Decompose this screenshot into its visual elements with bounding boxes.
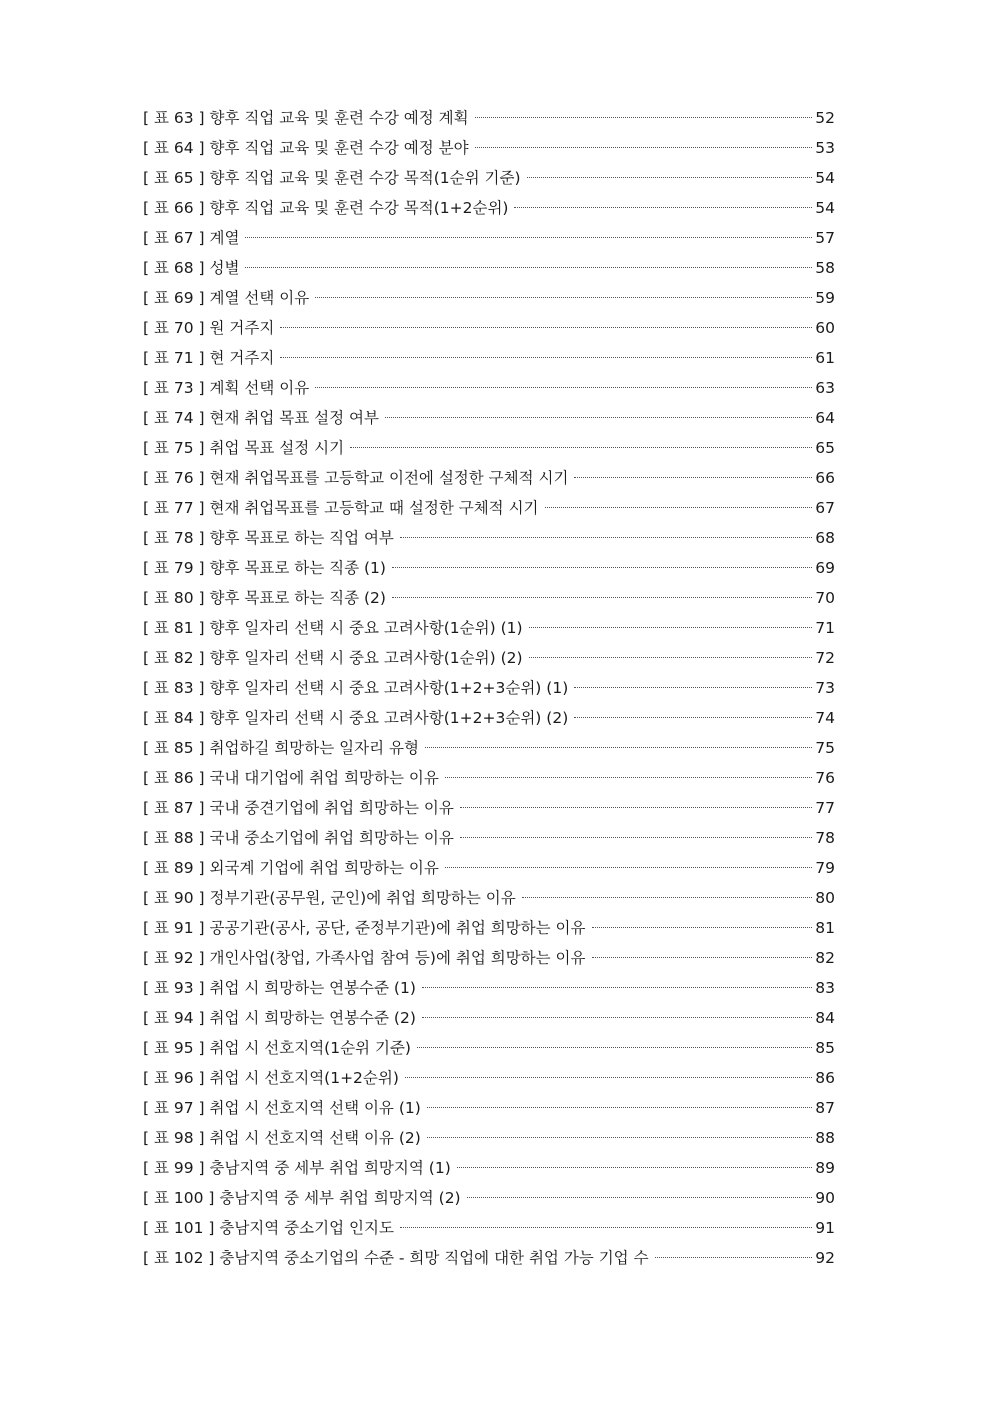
toc-entry[interactable]: [143, 613, 835, 643]
toc-entry[interactable]: [143, 1063, 835, 1093]
toc-entry-label: [ 표 73 ] 계획 선택 이유: [143, 379, 310, 397]
toc-entry-page-number: 53: [815, 139, 835, 157]
toc-entry-page-number: 70: [815, 589, 835, 607]
dot-leader: [427, 1107, 812, 1108]
dot-leader: [392, 597, 812, 598]
toc-entry-page-number: 74: [815, 709, 835, 727]
dot-leader: [445, 777, 812, 778]
toc-entry[interactable]: [143, 163, 835, 193]
toc-entry[interactable]: [143, 643, 835, 673]
toc-entry-label: [ 표 91 ] 공공기관(공사, 공단, 준정부기관)에 취업 희망하는 이유: [143, 919, 586, 937]
toc-entry-page-number: 69: [815, 559, 835, 577]
toc-entry-label: [ 표 79 ] 향후 목표로 하는 직종 (1): [143, 559, 386, 577]
toc-entry-label: [ 표 99 ] 충남지역 중 세부 취업 희망지역 (1): [143, 1159, 451, 1177]
dot-leader: [280, 327, 812, 328]
dot-leader: [529, 627, 813, 628]
toc-entry-page-number: 58: [815, 259, 835, 277]
toc-entry[interactable]: [143, 883, 835, 913]
toc-entry[interactable]: [143, 1033, 835, 1063]
dot-leader: [574, 687, 812, 688]
toc-entry-label: [ 표 81 ] 향후 일자리 선택 시 중요 고려사항(1순위) (1): [143, 619, 523, 637]
dot-leader: [460, 807, 812, 808]
toc-entry[interactable]: [143, 283, 835, 313]
toc-entry-label: [ 표 83 ] 향후 일자리 선택 시 중요 고려사항(1+2+3순위) (1): [143, 679, 569, 697]
dot-leader: [425, 747, 812, 748]
toc-entry-label: [ 표 68 ] 성별: [143, 259, 240, 277]
toc-entry[interactable]: [143, 133, 835, 163]
toc-entry-label: [ 표 75 ] 취업 목표 설정 시기: [143, 439, 345, 457]
toc-entry-page-number: 65: [815, 439, 835, 457]
toc-entry-page-number: 64: [815, 409, 835, 427]
toc-entry-page-number: 68: [815, 529, 835, 547]
toc-entry[interactable]: [143, 403, 835, 433]
toc-entry-page-number: 80: [815, 889, 835, 907]
toc-entry[interactable]: [143, 763, 835, 793]
dot-leader: [457, 1167, 813, 1168]
toc-entry-label: [ 표 93 ] 취업 시 희망하는 연봉수준 (1): [143, 979, 416, 997]
toc-entry[interactable]: [143, 193, 835, 223]
dot-leader: [527, 177, 813, 178]
toc-entry-label: [ 표 94 ] 취업 시 희망하는 연봉수준 (2): [143, 1009, 416, 1027]
toc-entry[interactable]: [143, 913, 835, 943]
toc-entry[interactable]: [143, 523, 835, 553]
toc-entry-page-number: 83: [815, 979, 835, 997]
toc-entry[interactable]: [143, 853, 835, 883]
toc-entry[interactable]: [143, 673, 835, 703]
toc-entry-label: [ 표 84 ] 향후 일자리 선택 시 중요 고려사항(1+2+3순위) (2): [143, 709, 569, 727]
toc-entry[interactable]: [143, 493, 835, 523]
toc-entry-page-number: 54: [815, 199, 835, 217]
toc-entry-label: [ 표 74 ] 현재 취업 목표 설정 여부: [143, 409, 379, 427]
toc-entry-page-number: 75: [815, 739, 835, 757]
toc-entry-page-number: 71: [815, 619, 835, 637]
toc-entry-page-number: 86: [815, 1069, 835, 1087]
toc-entry[interactable]: [143, 973, 835, 1003]
dot-leader: [574, 717, 812, 718]
toc-entry[interactable]: [143, 733, 835, 763]
toc-entry[interactable]: [143, 703, 835, 733]
toc-entry[interactable]: [143, 1093, 835, 1123]
toc-entry-page-number: 92: [815, 1249, 835, 1267]
toc-entry-page-number: 72: [815, 649, 835, 667]
toc-entry-label: [ 표 77 ] 현재 취업목표를 고등학교 때 설정한 구체적 시기: [143, 499, 539, 517]
dot-leader: [574, 477, 812, 478]
toc-entry[interactable]: [143, 823, 835, 853]
toc-entry-label: [ 표 67 ] 계열: [143, 229, 240, 247]
toc-entry-label: [ 표 80 ] 향후 목표로 하는 직종 (2): [143, 589, 386, 607]
toc-entry-label: [ 표 66 ] 향후 직업 교육 및 훈련 수강 목적(1+2순위): [143, 199, 509, 217]
toc-entry-page-number: 63: [815, 379, 835, 397]
toc-entry-label: [ 표 92 ] 개인사업(창업, 가족사업 참여 등)에 취업 희망하는 이유: [143, 949, 586, 967]
toc-entry-label: [ 표 85 ] 취업하길 희망하는 일자리 유형: [143, 739, 419, 757]
toc-entry-page-number: 85: [815, 1039, 835, 1057]
dot-leader: [592, 927, 813, 928]
toc-entry[interactable]: [143, 373, 835, 403]
dot-leader: [350, 447, 812, 448]
toc-entry[interactable]: [143, 433, 835, 463]
toc-entry-page-number: 66: [815, 469, 835, 487]
toc-entry-page-number: 87: [815, 1099, 835, 1117]
toc-entry-label: [ 표 78 ] 향후 목표로 하는 직업 여부: [143, 529, 394, 547]
toc-entry-label: [ 표 96 ] 취업 시 선호지역(1+2순위): [143, 1069, 399, 1087]
toc-entry-page-number: 76: [815, 769, 835, 787]
toc-entry-page-number: 59: [815, 289, 835, 307]
dot-leader: [417, 1047, 812, 1048]
toc-entry-label: [ 표 64 ] 향후 직업 교육 및 훈련 수강 예정 분야: [143, 139, 469, 157]
toc-entry[interactable]: [143, 583, 835, 613]
toc-entry-label: [ 표 87 ] 국내 중견기업에 취업 희망하는 이유: [143, 799, 454, 817]
dot-leader: [467, 1197, 813, 1198]
dot-leader: [522, 897, 813, 898]
toc-entry-label: [ 표 101 ] 충남지역 중소기업 인지도: [143, 1219, 394, 1237]
toc-entry-page-number: 78: [815, 829, 835, 847]
toc-entry-page-number: 52: [815, 109, 835, 127]
dot-leader: [445, 867, 812, 868]
dot-leader: [400, 1227, 812, 1228]
toc-entry-label: [ 표 71 ] 현 거주지: [143, 349, 275, 367]
toc-entry-page-number: 79: [815, 859, 835, 877]
toc-entry[interactable]: [143, 1153, 835, 1183]
toc-entry[interactable]: [143, 1243, 835, 1273]
toc-entry[interactable]: [143, 943, 835, 973]
dot-leader: [529, 657, 813, 658]
toc-entry[interactable]: [143, 1183, 835, 1213]
toc-entry-page-number: 82: [815, 949, 835, 967]
dot-leader: [422, 1017, 812, 1018]
toc-entry-label: [ 표 63 ] 향후 직업 교육 및 훈련 수강 예정 계획: [143, 109, 469, 127]
dot-leader: [592, 957, 813, 958]
dot-leader: [475, 117, 813, 118]
dot-leader: [245, 237, 812, 238]
toc-entry[interactable]: [143, 1003, 835, 1033]
toc-entry-page-number: 57: [815, 229, 835, 247]
dot-leader: [545, 507, 813, 508]
toc-entry-label: [ 표 89 ] 외국계 기업에 취업 희망하는 이유: [143, 859, 439, 877]
toc-entry-page-number: 91: [815, 1219, 835, 1237]
dot-leader: [392, 567, 812, 568]
toc-entry[interactable]: [143, 1123, 835, 1153]
toc-entry-page-number: 89: [815, 1159, 835, 1177]
toc-entry[interactable]: [143, 313, 835, 343]
dot-leader: [245, 267, 812, 268]
toc-entry-page-number: 90: [815, 1189, 835, 1207]
dot-leader: [422, 987, 812, 988]
table-of-tables: [143, 103, 835, 1273]
toc-entry[interactable]: [143, 343, 835, 373]
toc-entry-page-number: 54: [815, 169, 835, 187]
toc-entry-label: [ 표 98 ] 취업 시 선호지역 선택 이유 (2): [143, 1129, 421, 1147]
dot-leader: [405, 1077, 812, 1078]
toc-entry[interactable]: [143, 553, 835, 583]
toc-entry-page-number: 88: [815, 1129, 835, 1147]
dot-leader: [385, 417, 812, 418]
toc-entry-label: [ 표 86 ] 국내 대기업에 취업 희망하는 이유: [143, 769, 439, 787]
toc-entry-label: [ 표 97 ] 취업 시 선호지역 선택 이유 (1): [143, 1099, 421, 1117]
dot-leader: [315, 387, 812, 388]
toc-entry[interactable]: [143, 1213, 835, 1243]
toc-entry-label: [ 표 69 ] 계열 선택 이유: [143, 289, 310, 307]
toc-entry-page-number: 67: [815, 499, 835, 517]
dot-leader: [460, 837, 812, 838]
toc-entry[interactable]: [143, 103, 835, 133]
toc-entry-label: [ 표 88 ] 국내 중소기업에 취업 희망하는 이유: [143, 829, 454, 847]
toc-entry[interactable]: [143, 223, 835, 253]
toc-entry-page-number: 81: [815, 919, 835, 937]
dot-leader: [514, 207, 812, 208]
toc-entry-page-number: 73: [815, 679, 835, 697]
toc-entry[interactable]: [143, 793, 835, 823]
toc-entry-page-number: 77: [815, 799, 835, 817]
toc-entry-label: [ 표 70 ] 원 거주지: [143, 319, 275, 337]
toc-entry-label: [ 표 90 ] 정부기관(공무원, 군인)에 취업 희망하는 이유: [143, 889, 516, 907]
toc-entry-page-number: 84: [815, 1009, 835, 1027]
dot-leader: [400, 537, 812, 538]
toc-entry-label: [ 표 102 ] 충남지역 중소기업의 수준 - 희망 직업에 대한 취업 가능 기업 수: [143, 1249, 649, 1267]
toc-entry-page-number: 61: [815, 349, 835, 367]
dot-leader: [475, 147, 813, 148]
dot-leader: [655, 1257, 813, 1258]
toc-entry-label: [ 표 95 ] 취업 시 선호지역(1순위 기준): [143, 1039, 411, 1057]
dot-leader: [280, 357, 812, 358]
dot-leader: [315, 297, 812, 298]
toc-entry-label: [ 표 100 ] 충남지역 중 세부 취업 희망지역 (2): [143, 1189, 461, 1207]
toc-entry-label: [ 표 65 ] 향후 직업 교육 및 훈련 수강 목적(1순위 기준): [143, 169, 521, 187]
toc-entry[interactable]: [143, 253, 835, 283]
toc-entry-label: [ 표 82 ] 향후 일자리 선택 시 중요 고려사항(1순위) (2): [143, 649, 523, 667]
dot-leader: [427, 1137, 812, 1138]
toc-entry-page-number: 60: [815, 319, 835, 337]
toc-entry-label: [ 표 76 ] 현재 취업목표를 고등학교 이전에 설정한 구체적 시기: [143, 469, 569, 487]
toc-entry[interactable]: [143, 463, 835, 493]
